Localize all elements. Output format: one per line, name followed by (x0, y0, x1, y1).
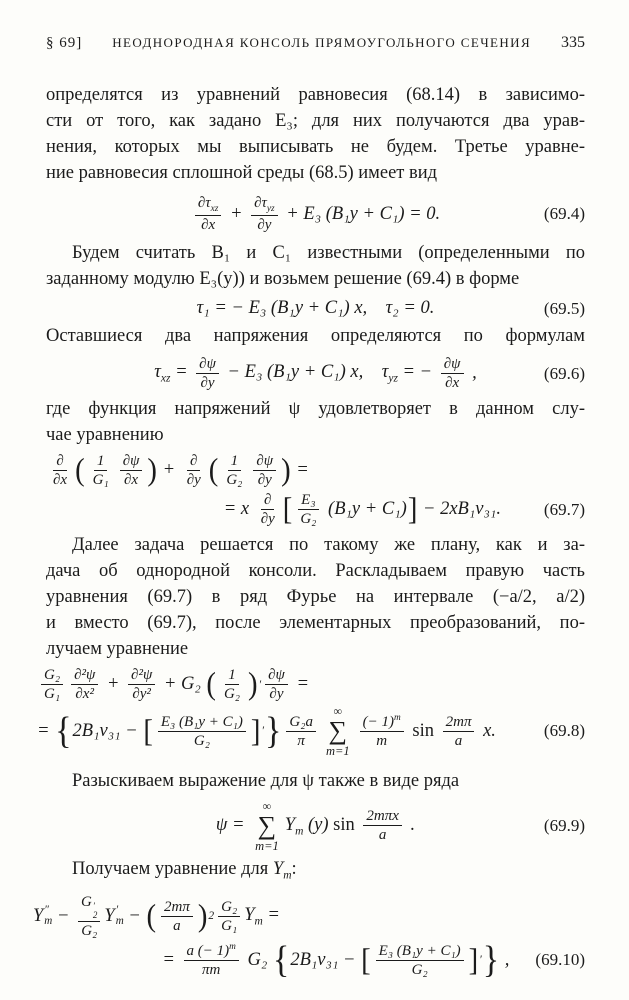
paragraph-line: нения, которых мы выписывать не будем. Третье уравне- (46, 137, 585, 157)
right-paren: ) (248, 666, 258, 702)
math-text: G₂ (242, 949, 272, 970)
equation-number: (69.6) (543, 363, 585, 383)
fraction (196, 355, 219, 392)
fraction-denominator: ∂y (257, 217, 272, 234)
equation-69-4 (46, 194, 585, 234)
right-paren: ) (197, 898, 208, 934)
paragraph-line: Будем считать B₁ и C₁ известными (определенными по (72, 243, 585, 264)
equation-number: (69.10) (535, 950, 585, 970)
math-text: + (225, 203, 248, 224)
summation (255, 800, 279, 853)
math-text: − 2xB₁ν₃₁. (418, 499, 501, 520)
math-text: + (102, 674, 125, 695)
sin-function: sin (328, 815, 360, 836)
left-brace: { (272, 939, 290, 981)
fraction-numerator: a (− 1)$^m$ (184, 942, 239, 961)
prime-mark: ′ (258, 678, 262, 691)
equation-number: (69.9) (543, 815, 585, 835)
right-paren: ) (281, 452, 291, 488)
fraction: ∂ ∂y (186, 453, 201, 489)
paragraph-line: где функция напряжений ψ удовлетворяет в данном слу- (46, 399, 585, 420)
fraction: ∂ψ ∂y (253, 452, 276, 489)
math-text: τ₁ = − E₃ (B₁y + C₁) x, τ₂ = 0. (196, 298, 435, 319)
equation-number: (69.5) (543, 298, 585, 318)
left-bracket: [ (143, 713, 153, 749)
math-text: − (123, 905, 146, 926)
fraction: G₂a π (286, 713, 316, 750)
math-text: = (37, 720, 55, 741)
right-paren: ) (147, 452, 157, 488)
fraction: G₂ G₁ (41, 666, 63, 703)
summation (326, 705, 350, 758)
fraction: $\frac{\partial\psi}{\partial y}$ (265, 666, 288, 703)
paragraph (46, 856, 585, 889)
left-bracket: [ (282, 491, 293, 527)
left-paren: ( (206, 666, 216, 702)
equation-number: (69.7) (543, 499, 585, 519)
math-text: Y (33, 905, 44, 926)
paragraph (46, 396, 585, 448)
fraction: 2mπx a (363, 807, 402, 844)
fraction: 1 G₂ (226, 453, 243, 489)
equation-69-5 (46, 298, 585, 319)
sum-lower-limit: m=1 (255, 838, 279, 853)
math-text: + G₂ (159, 674, 206, 695)
math-text: = (291, 674, 309, 695)
fraction-numerator: $\partial\tau_{xz}$ (195, 194, 222, 216)
right-brace: } (264, 710, 282, 752)
equation-69-6 (46, 355, 585, 392)
paragraph-line: Далее задача решается по такому же плану, как и за- (72, 535, 585, 556)
fraction: E₃ G₂ (297, 491, 319, 528)
sub-sup-stack: ″ m (44, 903, 53, 928)
equation-line (37, 666, 585, 703)
paragraph-line: Оставшиеся два напряжения определяются по формулам (46, 326, 585, 347)
paragraph-line: заданному модулю E₃(y)) и возьмем решение (69.4) в форме (46, 269, 520, 290)
page-number: 335 (561, 34, 585, 51)
math-text: = (291, 460, 309, 481)
fraction: 2mπ a (443, 713, 475, 750)
fraction: G₂ G₁ (218, 898, 240, 935)
equation-number: (69.4) (543, 204, 585, 224)
paragraph (46, 240, 585, 292)
equation-69-9 (46, 800, 585, 853)
fraction-numerator: G ′ 2 (78, 893, 100, 922)
fraction-denominator: ∂x (445, 375, 460, 392)
fraction: $\frac{\text{∂²ψ}}{\text{∂y²}}$ (128, 666, 155, 703)
left-paren: ( (208, 452, 219, 488)
equation-line (46, 939, 585, 981)
equation-line (46, 491, 585, 528)
right-bracket: ] (407, 491, 418, 527)
equation-line (37, 705, 585, 758)
sum-upper-limit: ∞ (262, 798, 272, 813)
equation-69-10 (33, 893, 585, 981)
running-title: НЕОДНОРОДНАЯ КОНСОЛЬ ПРЯМОУГОЛЬНОГО СЕЧЕНИЯ (112, 35, 532, 50)
right-brace: } (482, 939, 500, 981)
fraction (441, 355, 464, 392)
fraction: E₃ (B₁y + C₁) G₂ (158, 713, 246, 750)
exponent: 2 (208, 910, 215, 923)
fraction: ∂ψ ∂x (120, 452, 143, 489)
math-symbol: Y (272, 859, 284, 880)
paragraph-line: и вместо (69.7), после элементарных преобразований, по- (46, 613, 585, 634)
math-text: , (500, 949, 510, 970)
math-subscript: m (283, 869, 292, 882)
right-bracket: ] (250, 713, 261, 749)
fraction (184, 942, 239, 979)
paragraph-line: сти от того, как задано E₃; для них получаются два урав- (46, 111, 585, 131)
sin-function: sin (407, 720, 439, 741)
paragraph (46, 532, 585, 662)
paragraph (46, 82, 585, 186)
left-bracket: [ (361, 942, 371, 978)
paragraph-line (46, 856, 585, 889)
math-text: . (405, 815, 416, 836)
fraction-denominator: m (376, 732, 388, 749)
fraction (360, 713, 404, 750)
math-text: = (162, 949, 180, 970)
equation-69-7 (46, 452, 585, 528)
prime-mark: ′ (261, 725, 264, 738)
math-text: − E₃ (B₁y + C₁) x, $\tau_{yz}$ = − (222, 362, 437, 385)
fraction: 2mπ a (161, 898, 193, 935)
math-text: $Y_m$ (y) (284, 814, 329, 838)
paragraph-line: чае уравнению (46, 425, 164, 446)
fraction-denominator: ∂x (201, 217, 216, 234)
paragraph (46, 768, 585, 794)
math-text: + E₃ (B₁y + C₁) = 0. (281, 203, 441, 224)
sum-lower-limit: m=1 (325, 744, 350, 759)
math-text: + (157, 460, 180, 481)
paragraph-line: Разыскиваем выражение для ψ также в виде ряда (72, 770, 460, 791)
paragraph (46, 323, 585, 349)
sub-sup-stack: ′ m (115, 903, 124, 928)
fraction: 1 G₂ (223, 667, 241, 703)
text-run: Получаем уравнение для (72, 859, 273, 880)
fraction-denominator: G₂ (81, 922, 98, 939)
fraction-numerator: (− 1)$^m$ (360, 713, 404, 732)
paragraph-line: определятся из уравнений равновесия (68.14) в зависимо- (46, 85, 585, 105)
equation-69-8 (37, 666, 585, 759)
left-paren: ( (75, 452, 85, 488)
math-text: Y (104, 905, 115, 926)
fraction-numerator: ∂ψ (441, 355, 464, 374)
sigma-symbol: ∑ (328, 716, 348, 746)
math-text: ψ = (215, 815, 250, 836)
prime-mark: ′ (479, 954, 482, 967)
paragraph-line: ние равновесия сплошной среды (68.5) имеет вид (46, 163, 438, 183)
fraction-numerator: $\partial\tau_{yz}$ (251, 194, 278, 216)
math-text: $Y_m$ = (244, 905, 280, 928)
fraction: ∂ ∂y (260, 492, 275, 528)
math-text: − (52, 905, 75, 926)
fraction-denominator: ∂y (200, 375, 215, 392)
equation-line (33, 893, 585, 940)
section-marker: § 69] (46, 35, 83, 51)
fraction (78, 893, 100, 940)
fraction (251, 194, 278, 234)
fraction-numerator: ∂ψ (196, 355, 219, 374)
fraction-denominator: πm (201, 961, 221, 978)
math-text: x. (478, 720, 496, 741)
sum-upper-limit: ∞ (333, 704, 343, 719)
paragraph-line: лучаем уравнение (46, 639, 189, 660)
equation-number: (69.8) (543, 721, 585, 741)
sigma-symbol: ∑ (257, 810, 277, 840)
math-text: $\tau_{xz}$ = (154, 362, 193, 385)
math-text: 2B₁ν₃₁ − (290, 949, 361, 970)
page-header (46, 34, 585, 52)
math-text: (B₁y + C₁) (323, 499, 407, 520)
fraction: 1 G₁ (92, 453, 109, 489)
fraction: ∂ ∂x (53, 453, 68, 489)
fraction: E₃ (B₁y + C₁) G₂ (376, 942, 464, 979)
fraction (195, 194, 222, 234)
math-text: 2B₁ν₃₁ − (72, 720, 143, 741)
left-brace: { (55, 710, 72, 752)
math-text: = x (223, 499, 254, 520)
fraction: ∂²ψ ∂x² (71, 666, 98, 703)
equation-line (46, 452, 585, 489)
text-run: : (291, 859, 297, 880)
left-paren: ( (146, 898, 156, 934)
math-text: , (467, 363, 477, 384)
right-bracket: ] (468, 942, 479, 978)
paragraph-line: уравнения (69.7) в ряд Фурье на интервале (−a/2, a/2) (46, 587, 585, 608)
paragraph-line: дача об однородной консоли. Раскладываем правую часть (46, 561, 585, 582)
